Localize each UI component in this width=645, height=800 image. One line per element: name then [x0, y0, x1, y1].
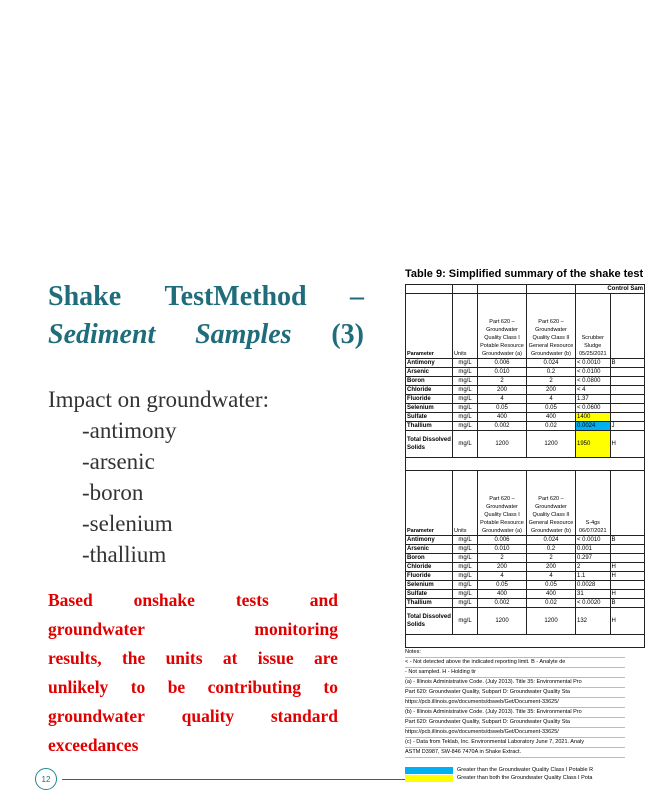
- table-cell: 0.006: [478, 359, 527, 368]
- bullet-item: -boron: [82, 480, 144, 505]
- table-cell: mg/L: [453, 581, 478, 590]
- table-cell: Boron: [406, 377, 453, 386]
- conclusion-word: are: [313, 648, 338, 668]
- table-row: [406, 545, 645, 554]
- table-cell: 1200: [478, 431, 527, 458]
- table-cell: 1400: [576, 413, 611, 422]
- table-cell: mg/L: [453, 563, 478, 572]
- table-cell: Arsenic: [406, 545, 453, 554]
- table-row: [406, 590, 645, 599]
- conclusion-word: standard: [270, 706, 338, 726]
- conclusion-word: groundwater: [48, 619, 145, 639]
- slide-title: [48, 278, 364, 354]
- table-cell: < 4: [576, 386, 611, 395]
- table-cell: 0.0028: [576, 581, 611, 590]
- note-line: (b) - Illinois Administrative Code. (July 2013). Title 35: Environmental Pro: [405, 708, 625, 718]
- table-cell: 200: [478, 386, 527, 395]
- page-number: 12: [35, 768, 57, 790]
- legend-item: [405, 766, 618, 774]
- table-cell: Chloride: [406, 386, 453, 395]
- table-cell: 2: [527, 377, 576, 386]
- table-cell: Total Dissolved Solids: [406, 608, 453, 635]
- table-cell: 4: [527, 395, 576, 404]
- table-cell: [406, 635, 645, 648]
- table-cell: H: [610, 563, 645, 572]
- table-cell: < 0.0800: [576, 377, 611, 386]
- results-table-image: [405, 284, 643, 784]
- table-cell: Arsenic: [406, 368, 453, 377]
- impact-heading: Impact on groundwater:: [48, 387, 269, 412]
- note-line: (c) - Data from Teklab, Inc. Environmental Laboratory June 7, 2021. Analy: [405, 738, 625, 748]
- table-cell: [610, 368, 645, 377]
- table-cell: Thallium: [406, 422, 453, 431]
- table-row: [406, 536, 645, 545]
- table-cell: [527, 285, 576, 294]
- table-cell: 2: [576, 563, 611, 572]
- table-row: [406, 431, 645, 458]
- conclusion-word: units: [165, 648, 203, 668]
- table-cell: mg/L: [453, 422, 478, 431]
- legend-swatch: [405, 767, 453, 774]
- table-cell: 1200: [527, 431, 576, 458]
- table-cell: Fluoride: [406, 572, 453, 581]
- table-row: [406, 368, 645, 377]
- conclusion-word: be: [167, 677, 186, 697]
- table-cell: 4: [527, 572, 576, 581]
- table-cell: mg/L: [453, 395, 478, 404]
- conclusion-word: Based: [48, 590, 93, 610]
- conclusion-word: monitoring: [254, 619, 338, 639]
- table-cell: [406, 285, 453, 294]
- conclusion-word: to: [323, 677, 338, 697]
- conclusion-line: [48, 615, 338, 644]
- table-cell: Antimony: [406, 359, 453, 368]
- table-spacer: [406, 458, 645, 471]
- table-cell: mg/L: [453, 545, 478, 554]
- table-cell: Parameter: [406, 471, 453, 536]
- table-cell: [610, 545, 645, 554]
- table-row: [406, 554, 645, 563]
- conclusion-line: [48, 644, 338, 673]
- table-row: [406, 563, 645, 572]
- table-cell: Part 620 – Groundwater Quality Class II General Resource Groundwater (b): [527, 471, 576, 536]
- table-cell: Part 620 – Groundwater Quality Class II General Resource Groundwater (b): [527, 294, 576, 359]
- table-row: [406, 359, 645, 368]
- title-word: (3): [331, 319, 364, 350]
- bullet-item: -antimony: [82, 418, 177, 443]
- title-word: Shake: [48, 281, 122, 312]
- table-cell: J: [610, 422, 645, 431]
- table-cell: 0.05: [527, 404, 576, 413]
- conclusion-word: quality: [181, 706, 235, 726]
- table-row: [406, 413, 645, 422]
- table-cell: [478, 285, 527, 294]
- table-cell: 2: [527, 554, 576, 563]
- table-row: [406, 377, 645, 386]
- table-cell: H: [610, 431, 645, 458]
- table-cell: Thallium: [406, 599, 453, 608]
- note-line: < - Not detected above the indicated reporting limit. B - Analyte de: [405, 658, 625, 668]
- conclusion-line: [48, 673, 338, 702]
- title-word: Samples: [195, 319, 292, 350]
- table-title: Table 9: Simplified summary of the shake test: [405, 268, 644, 280]
- table-cell: 0.297: [576, 554, 611, 563]
- table-cell: B: [610, 359, 645, 368]
- table-cell: mg/L: [453, 359, 478, 368]
- table-cell: S-4gs 06/07/2021: [576, 471, 611, 536]
- table-cell: < 0.0010: [576, 536, 611, 545]
- conclusion-word: at: [222, 648, 238, 668]
- table-cell: [610, 404, 645, 413]
- table-cell: 31: [576, 590, 611, 599]
- table-cell: [610, 413, 645, 422]
- title-word: TestMethod: [164, 281, 307, 312]
- table-cell: Total Dissolved Solids: [406, 431, 453, 458]
- table-cell: Antimony: [406, 536, 453, 545]
- table-cell: 1.37: [576, 395, 611, 404]
- table-cell: Control Sam: [576, 285, 645, 294]
- conclusion-word: results,: [48, 648, 102, 668]
- table-cell: 0.05: [478, 404, 527, 413]
- table-cell: 0.02: [527, 422, 576, 431]
- conclusion-word: exceedances: [48, 735, 139, 755]
- conclusion-line: [48, 731, 338, 760]
- conclusion-word: unlikely: [48, 677, 109, 697]
- table-cell: Fluoride: [406, 395, 453, 404]
- table-cell: 0.010: [478, 545, 527, 554]
- table-cell: mg/L: [453, 413, 478, 422]
- conclusion-word: to: [130, 677, 146, 697]
- table-cell: 1.1: [576, 572, 611, 581]
- table-row: [406, 285, 645, 294]
- table-row: [406, 581, 645, 590]
- table-cell: Scrubber Sludge 05/25/2021: [576, 294, 611, 359]
- table-row: [406, 395, 645, 404]
- conclusion-word: the: [121, 648, 146, 668]
- table-row: [406, 608, 645, 635]
- table-header-row: [406, 294, 645, 359]
- legend-label: Greater than the Groundwater Quality Class I Potable R: [457, 767, 594, 773]
- table-cell: mg/L: [453, 377, 478, 386]
- bullet-item: -thallium: [82, 542, 167, 567]
- table-row: [406, 599, 645, 608]
- table-cell: 400: [478, 590, 527, 599]
- table-cell: Part 620 – Groundwater Quality Class I Potable Resource Groundwater (a): [478, 294, 527, 359]
- table-cell: [453, 285, 478, 294]
- conclusion-text: [48, 586, 338, 760]
- table-cell: [610, 377, 645, 386]
- table-cell: [610, 386, 645, 395]
- table-row: [406, 572, 645, 581]
- table-cell: Selenium: [406, 404, 453, 413]
- note-line: Part 620: Groundwater Quality, Subpart D: Groundwater Quality Sta: [405, 718, 625, 728]
- table-row: [406, 386, 645, 395]
- table-cell: 1950: [576, 431, 611, 458]
- table-legend: [405, 766, 618, 782]
- note-line: (a) - Illinois Administrative Code. (July 2013). Title 35: Environmental Pro: [405, 678, 625, 688]
- conclusion-word: groundwater: [48, 706, 145, 726]
- table-cell: < 0.0600: [576, 404, 611, 413]
- table-cell: 0.05: [478, 581, 527, 590]
- table-cell: mg/L: [453, 572, 478, 581]
- table-cell: mg/L: [453, 590, 478, 599]
- table-cell: [406, 458, 645, 471]
- table-cell: 1200: [527, 608, 576, 635]
- table-cell: mg/L: [453, 386, 478, 395]
- table-cell: Part 620 – Groundwater Quality Class I Potable Resource Groundwater (a): [478, 471, 527, 536]
- bullet-item: -arsenic: [82, 449, 155, 474]
- table-cell: mg/L: [453, 554, 478, 563]
- table-cell: < 0.0100: [576, 368, 611, 377]
- legend-label: Greater than both the Groundwater Quality Class I Pota: [457, 775, 593, 781]
- conclusion-line: [48, 586, 338, 615]
- table-cell: [610, 395, 645, 404]
- table-cell: 0.006: [478, 536, 527, 545]
- table-cell: mg/L: [453, 368, 478, 377]
- results-table: [405, 284, 645, 648]
- note-line: - Not sampled. H - Holding tir: [405, 668, 625, 678]
- conclusion-word: onshake: [133, 590, 195, 610]
- note-line: Notes:: [405, 648, 625, 658]
- table-cell: B: [610, 536, 645, 545]
- table-cell: H: [610, 608, 645, 635]
- table-notes: [405, 648, 625, 758]
- table-cell: 4: [478, 395, 527, 404]
- title-word: Sediment: [48, 319, 156, 350]
- table-cell: 0.010: [478, 368, 527, 377]
- table-cell: 2: [478, 377, 527, 386]
- table-header-row: [406, 471, 645, 536]
- note-line: https://pcb.illinois.gov/documents/dsweb/Get/Document-33625/: [405, 728, 625, 738]
- table-cell: [610, 581, 645, 590]
- table-cell: 4: [478, 572, 527, 581]
- table-cell: 400: [527, 590, 576, 599]
- table-cell: 2: [478, 554, 527, 563]
- table-cell: B: [610, 599, 645, 608]
- table-cell: 200: [527, 386, 576, 395]
- legend-swatch: [405, 775, 453, 782]
- table-cell: 200: [478, 563, 527, 572]
- table-cell: 200: [527, 563, 576, 572]
- table-cell: < 0.0020: [576, 599, 611, 608]
- conclusion-word: and: [309, 590, 338, 610]
- table-cell: Units: [453, 471, 478, 536]
- table-cell: 0.05: [527, 581, 576, 590]
- table-cell: 0.024: [527, 536, 576, 545]
- table-cell: [610, 471, 645, 536]
- table-cell: < 0.0010: [576, 359, 611, 368]
- note-line: Part 620: Groundwater Quality, Subpart D: Groundwater Quality Sta: [405, 688, 625, 698]
- conclusion-word: issue: [257, 648, 294, 668]
- table-cell: mg/L: [453, 608, 478, 635]
- footer-divider: [62, 779, 406, 780]
- table-cell: mg/L: [453, 404, 478, 413]
- table-cell: 400: [478, 413, 527, 422]
- table-row: [406, 422, 645, 431]
- table-cell: H: [610, 572, 645, 581]
- table-cell: 0.002: [478, 599, 527, 608]
- table-cell: Sulfate: [406, 413, 453, 422]
- table-cell: 1200: [478, 608, 527, 635]
- table-cell: 0.002: [478, 422, 527, 431]
- table-cell: [610, 294, 645, 359]
- table-cell: mg/L: [453, 599, 478, 608]
- table-cell: 0.024: [527, 359, 576, 368]
- table-cell: Units: [453, 294, 478, 359]
- table-cell: 0.2: [527, 368, 576, 377]
- bullet-item: -selenium: [82, 511, 173, 536]
- note-line: ASTM D3987, SW-846 7470A in Shake Extract.: [405, 748, 625, 758]
- note-line: https://pcb.illinois.gov/documents/dsweb/Get/Document-33625/: [405, 698, 625, 708]
- table-cell: 400: [527, 413, 576, 422]
- conclusion-line: [48, 702, 338, 731]
- table-cell: mg/L: [453, 431, 478, 458]
- legend-item: [405, 774, 618, 782]
- table-cell: 0.02: [527, 599, 576, 608]
- table-spacer: [406, 635, 645, 648]
- table-cell: Selenium: [406, 581, 453, 590]
- table-cell: mg/L: [453, 536, 478, 545]
- table-cell: 0.2: [527, 545, 576, 554]
- table-cell: 0.0024: [576, 422, 611, 431]
- conclusion-word: tests: [235, 590, 269, 610]
- table-row: [406, 404, 645, 413]
- table-cell: Chloride: [406, 563, 453, 572]
- table-cell: Boron: [406, 554, 453, 563]
- table-cell: Sulfate: [406, 590, 453, 599]
- table-cell: 132: [576, 608, 611, 635]
- table-cell: 0.001: [576, 545, 611, 554]
- table-cell: [610, 554, 645, 563]
- table-cell: Parameter: [406, 294, 453, 359]
- table-cell: H: [610, 590, 645, 599]
- conclusion-word: contributing: [207, 677, 301, 697]
- impact-section: [48, 384, 269, 570]
- title-word: –: [349, 281, 364, 312]
